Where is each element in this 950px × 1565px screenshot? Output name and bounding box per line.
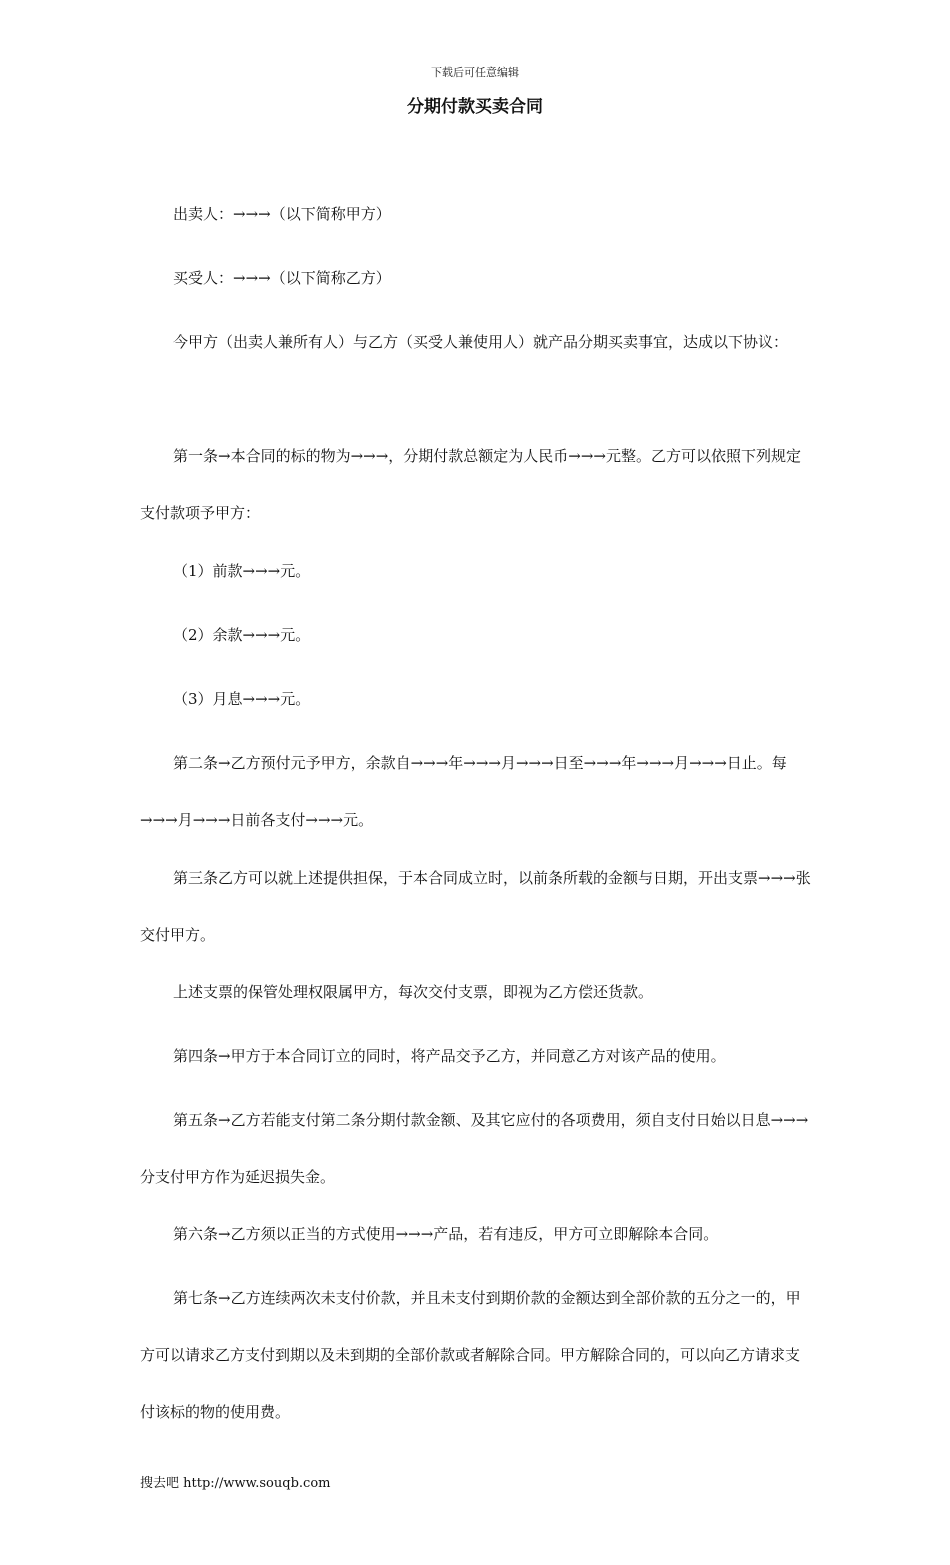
- paragraph-article-1: 第一条→本合同的标的物为→→→，分期付款总额定为人民币→→→元整。乙方可以依照下列规定支付款项予甲方：: [140, 447, 801, 522]
- page-title: 分期付款买卖合同: [407, 97, 543, 117]
- paragraph-item-2: （2）余款→→→元。: [173, 626, 311, 644]
- paragraph-article-2: 第二条→乙方预付元予甲方，余款自→→→年→→→月→→→日至→→→年→→→月→→→日止。每→→→月→→→日前各支付→→→元。: [140, 754, 787, 829]
- paragraph-article-6: 第六条→乙方须以正当的方式使用→→→产品，若有违反，甲方可立即解除本合同。: [173, 1225, 719, 1243]
- paragraph-item-3: （3）月息→→→元。: [173, 690, 311, 708]
- footer-link-text: 搜去吧 http://www.souqb.com: [140, 1476, 331, 1491]
- paragraph-article-3: 第三条乙方可以就上述提供担保，于本合同成立时，以前条所载的金额与日期，开出支票→→→张交付甲方。: [140, 869, 811, 944]
- header-note: 下载后可任意编辑: [431, 66, 519, 79]
- paragraph-buyer: 买受人：→→→（以下简称乙方）: [173, 269, 391, 287]
- paragraph-check-note: 上述支票的保管处理权限属甲方，每次交付支票，即视为乙方偿还货款。: [173, 983, 654, 1001]
- paragraph-article-4: 第四条→甲方于本合同订立的同时，将产品交予乙方，并同意乙方对该产品的使用。: [173, 1047, 726, 1065]
- paragraph-seller: 出卖人：→→→（以下简称甲方）: [173, 205, 391, 223]
- paragraph-article-7: 第七条→乙方连续两次未支付价款，并且未支付到期价款的金额达到全部价款的五分之一的，甲方可以请求乙方支付到期以及未到期的全部价款或者解除合同。甲方解除合同的，可以向乙方请求支付该标的物的使用费。: [140, 1289, 801, 1421]
- paragraph-intro: 今甲方（出卖人兼所有人）与乙方（买受人兼使用人）就产品分期买卖事宜，达成以下协议：: [173, 333, 789, 351]
- paragraph-article-5: 第五条→乙方若能支付第二条分期付款金额、及其它应付的各项费用，须自支付日始以日息→→→分支付甲方作为延迟损失金。: [140, 1111, 809, 1186]
- paragraph-item-1: （1）前款→→→元。: [173, 562, 311, 580]
